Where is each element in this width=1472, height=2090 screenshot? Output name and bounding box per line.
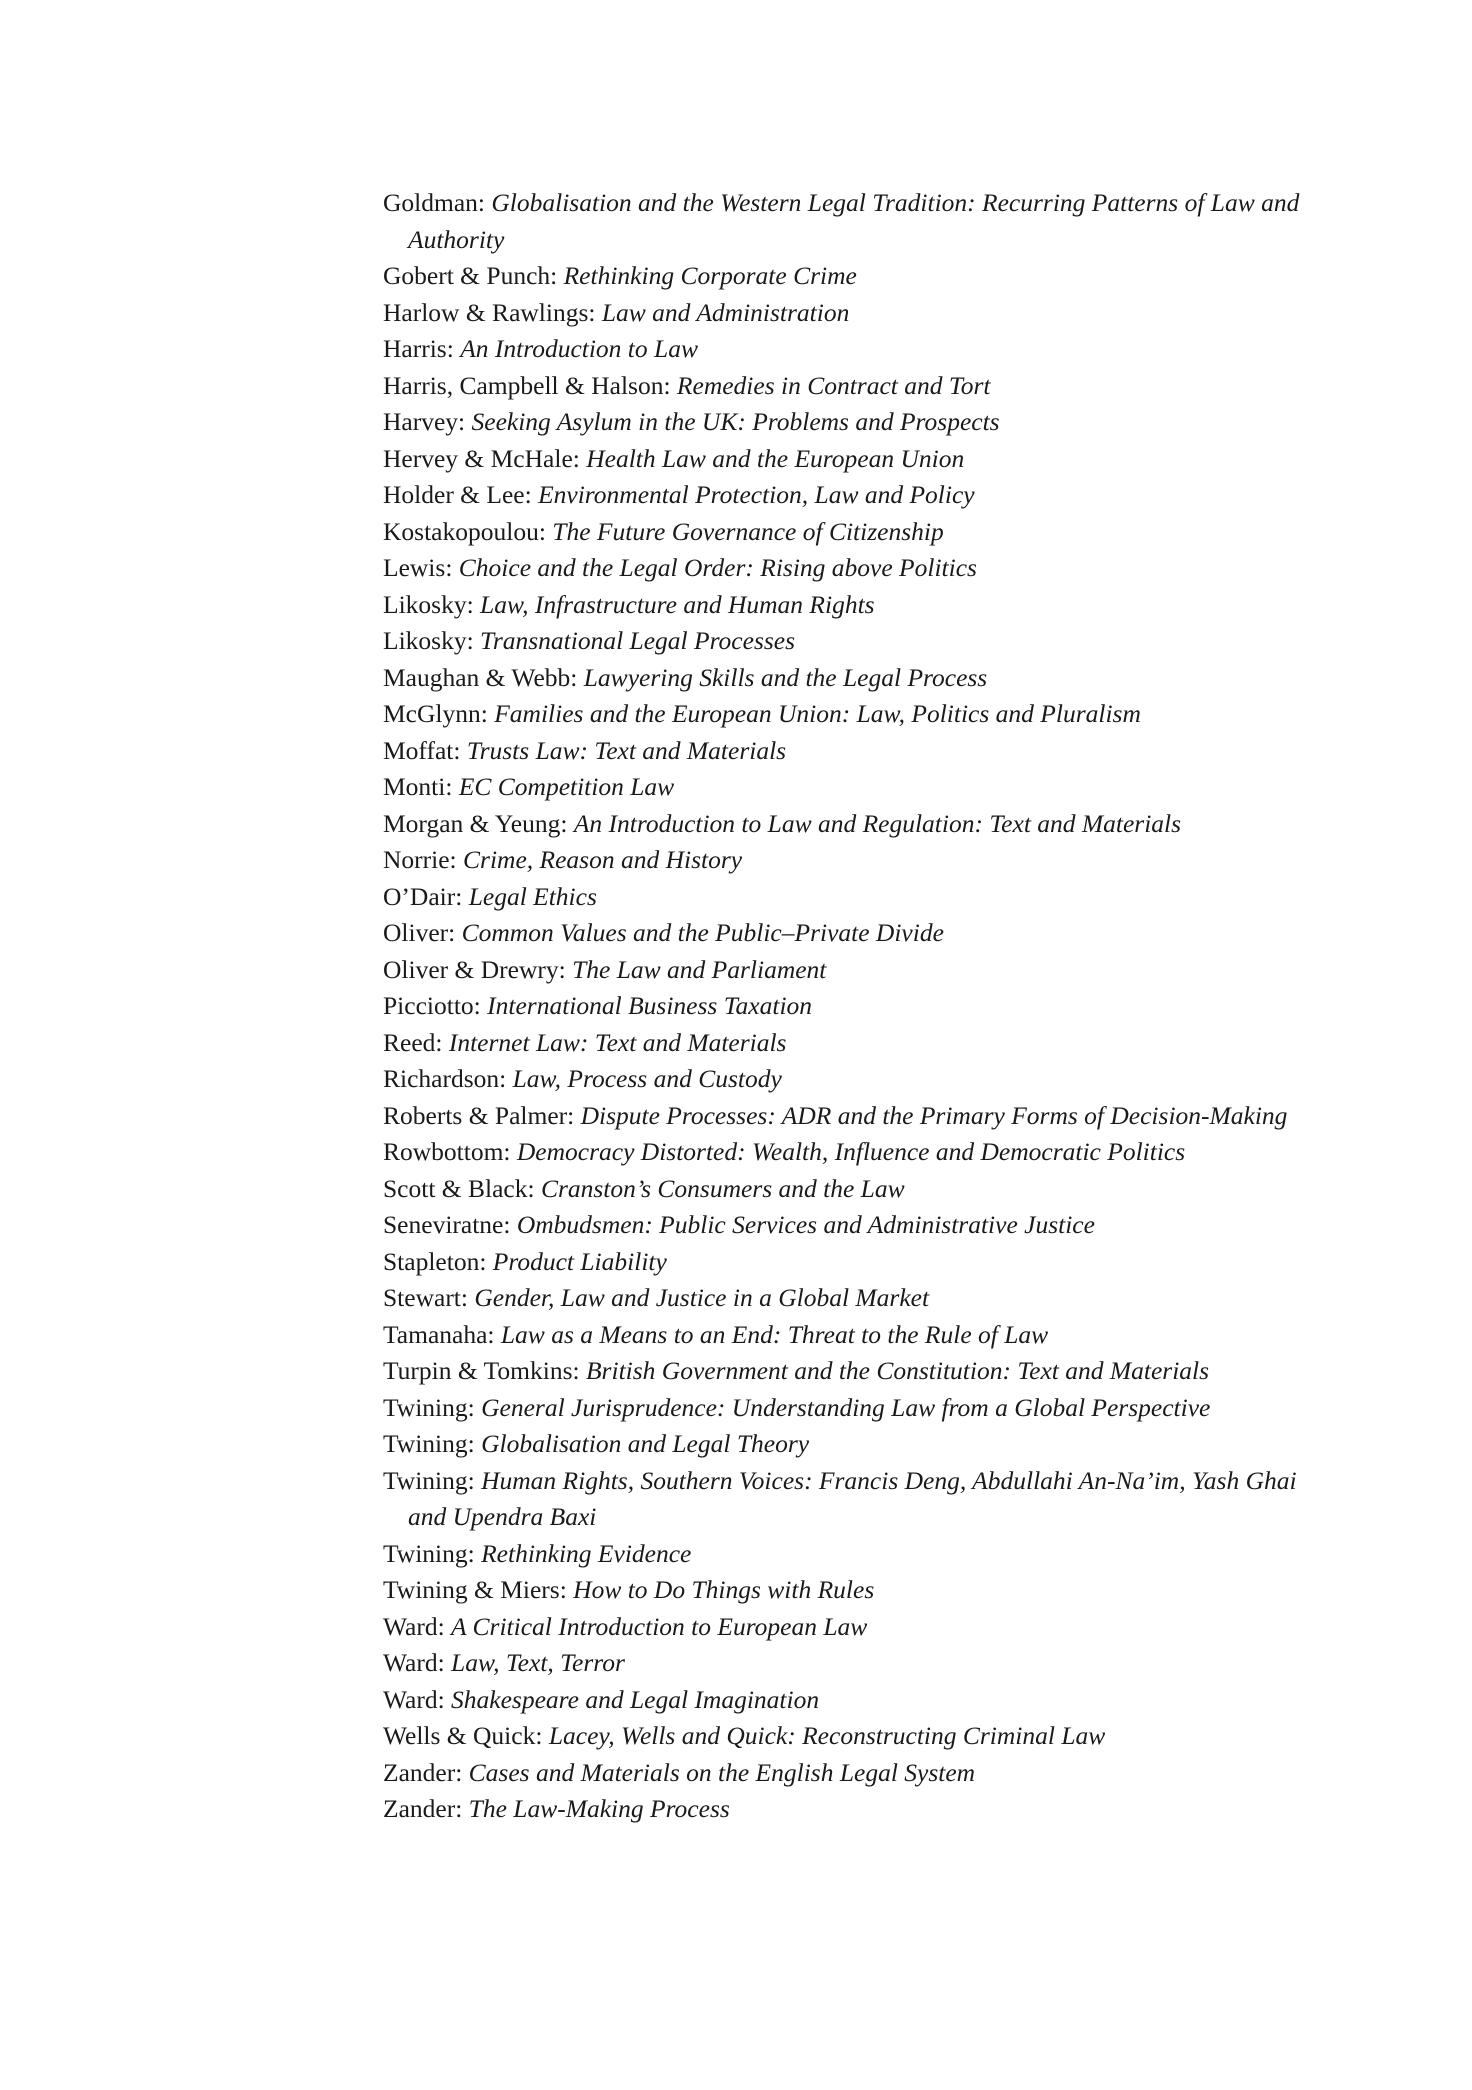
entry-author: Holder & Lee: <box>383 480 532 509</box>
entry-author: Norrie: <box>383 845 457 874</box>
entry-author: Oliver & Drewry: <box>383 954 566 984</box>
entry-author: Seneviratne: <box>383 1210 511 1239</box>
bibliography-entry <box>383 623 1333 660</box>
entry-author: Maughan & Webb: <box>383 662 578 692</box>
bibliography-entry <box>383 1171 1333 1208</box>
entry-author: Hervey & McHale: <box>383 443 580 473</box>
entry-title: Dispute Processes: ADR and the Primary Forms of Decision-Making <box>580 1100 1288 1130</box>
bibliography-entry <box>383 952 1333 989</box>
entry-title: Law as a Means to an End: Threat to the Rule of Law <box>500 1319 1049 1349</box>
bibliography-entry <box>383 1025 1333 1062</box>
entry-author: Harris, Campbell & Halson: <box>383 370 671 400</box>
bibliography-entry <box>383 1463 1333 1536</box>
entry-author: Zander: <box>383 1794 463 1823</box>
bibliography-entry <box>383 988 1333 1025</box>
bibliography-entry <box>383 733 1333 770</box>
entry-author: Tamanaha: <box>383 1319 495 1349</box>
entry-author: Moffat: <box>383 735 461 765</box>
bibliography-entry <box>383 1280 1333 1317</box>
entry-title: An Introduction to Law <box>460 334 698 363</box>
entry-title: Common Values and the Public–Private Divide <box>461 918 944 947</box>
bibliography-entry <box>383 185 1333 258</box>
entry-title: Shakespeare and Legal Imagination <box>451 1684 820 1714</box>
entry-title: Lawyering Skills and the Legal Process <box>583 662 988 692</box>
entry-title: Globalisation and the Western Legal Tradition: Recurring Patterns of Law and Authority <box>408 188 1300 254</box>
entry-author: Harris: <box>383 334 454 363</box>
entry-author: Rowbottom: <box>383 1137 511 1166</box>
bibliography-entry <box>383 368 1333 405</box>
bibliography-entry <box>383 660 1333 697</box>
bibliography-entry <box>383 1317 1333 1354</box>
entry-title: The Future Governance of Citizenship <box>552 516 944 546</box>
entry-title: International Business Taxation <box>487 991 813 1020</box>
entry-author: Goldman: <box>383 188 485 217</box>
entry-title: A Critical Introduction to European Law <box>451 1611 868 1641</box>
entry-author: Monti: <box>383 772 453 801</box>
entry-title: Remedies in Contract and Tort <box>676 370 991 400</box>
bibliography-entry <box>383 769 1333 806</box>
entry-title: Globalisation and Legal Theory <box>481 1429 810 1458</box>
entry-title: Democracy Distorted: Wealth, Influence and Democratic Politics <box>516 1137 1186 1166</box>
entry-author: Kostakopoulou: <box>383 516 546 546</box>
bibliography-entry <box>383 842 1333 879</box>
entry-title: Crime, Reason and History <box>463 845 743 874</box>
bibliography-entry <box>383 441 1333 478</box>
bibliography-entry <box>383 477 1333 514</box>
bibliography-entry <box>383 1390 1333 1427</box>
entry-author: Gobert & Punch: <box>383 261 558 290</box>
entry-title: Environmental Protection, Law and Policy <box>538 480 975 509</box>
entry-title: Families and the European Union: Law, Politics and Pluralism <box>494 699 1141 728</box>
bibliography-entry <box>383 1791 1333 1828</box>
bibliography-entry <box>383 879 1333 916</box>
entry-author: Ward: <box>383 1648 445 1677</box>
entry-title: Cranston’s Consumers and the Law <box>540 1173 905 1203</box>
entry-title: Law, Infrastructure and Human Rights <box>480 589 875 619</box>
entry-author: Harvey: <box>383 407 466 436</box>
bibliography-entry <box>383 587 1333 624</box>
entry-author: Roberts & Palmer: <box>383 1100 575 1130</box>
entry-author: Twining: <box>383 1465 475 1495</box>
entry-title: Ombudsmen: Public Services and Administrative Justice <box>516 1210 1095 1239</box>
bibliography-entry <box>383 1426 1333 1463</box>
entry-author: Twining: <box>383 1392 475 1422</box>
entry-title: General Jurisprudence: Understanding Law from a Global Perspective <box>481 1392 1211 1422</box>
entry-title: Lacey, Wells and Quick: Reconstructing Criminal Law <box>548 1721 1106 1750</box>
bibliography-entry <box>383 404 1333 441</box>
entry-title: Legal Ethics <box>468 881 597 911</box>
entry-author: Reed: <box>383 1027 443 1057</box>
bibliography-entry <box>383 1353 1333 1390</box>
entry-title: Law, Text, Terror <box>451 1648 625 1677</box>
bibliography-entry <box>383 1061 1333 1098</box>
entry-author: O’Dair: <box>383 881 463 911</box>
entry-author: Likosky: <box>383 589 474 619</box>
entry-author: Oliver: <box>383 918 456 947</box>
entry-title: Transnational Legal Processes <box>480 626 796 655</box>
entry-author: Morgan & Yeung: <box>383 808 568 838</box>
bibliography-entry <box>383 550 1333 587</box>
entry-author: Picciotto: <box>383 991 481 1020</box>
bibliography-entry <box>383 258 1333 295</box>
bibliography-entry <box>383 1244 1333 1281</box>
bibliography-entry <box>383 1098 1333 1135</box>
entry-title: Law and Administration <box>601 297 850 327</box>
entry-author: Zander: <box>383 1757 463 1787</box>
entry-title: Health Law and the European Union <box>586 443 965 473</box>
bibliography-entry <box>383 915 1333 952</box>
entry-title: Gender, Law and Justice in a Global Market <box>474 1283 930 1312</box>
entry-author: Twining & Miers: <box>383 1575 567 1604</box>
series-book-list <box>383 185 1333 1828</box>
entry-author: Ward: <box>383 1611 445 1641</box>
bibliography-entry <box>383 1755 1333 1792</box>
entry-title: British Government and the Constitution: Text and Materials <box>585 1356 1210 1385</box>
entry-title: Seeking Asylum in the UK: Problems and Prospects <box>471 407 1000 436</box>
entry-title: An Introduction to Law and Regulation: Text and Materials <box>573 808 1182 838</box>
bibliography-entry <box>383 1609 1333 1646</box>
entry-title: Rethinking Evidence <box>481 1538 692 1568</box>
entry-author: McGlynn: <box>383 699 488 728</box>
entry-author: Twining: <box>383 1538 475 1568</box>
bibliography-entry <box>383 1207 1333 1244</box>
entry-author: Stapleton: <box>383 1246 487 1276</box>
entry-author: Wells & Quick: <box>383 1721 543 1750</box>
entry-title: Product Liability <box>492 1246 667 1276</box>
entry-title: Law, Process and Custody <box>512 1064 782 1093</box>
entry-author: Harlow & Rawlings: <box>383 297 596 327</box>
bibliography-entry <box>383 806 1333 843</box>
entry-author: Likosky: <box>383 626 474 655</box>
entry-title: Rethinking Corporate Crime <box>563 261 857 290</box>
bibliography-entry <box>383 295 1333 332</box>
entry-title: Human Rights, Southern Voices: Francis Deng, Abdullahi An-Na’im, Yash Ghai and Upendra Baxi <box>408 1465 1297 1531</box>
bibliography-entry <box>383 514 1333 551</box>
bibliography-entry <box>383 1645 1333 1682</box>
entry-author: Stewart: <box>383 1283 468 1312</box>
entry-author: Turpin & Tomkins: <box>383 1356 580 1385</box>
bibliography-entry <box>383 1718 1333 1755</box>
entry-title: Trusts Law: Text and Materials <box>466 735 787 765</box>
bibliography-entry <box>383 1572 1333 1609</box>
bibliography-entry <box>383 696 1333 733</box>
entry-title: EC Competition Law <box>458 772 675 801</box>
bibliography-entry <box>383 1682 1333 1719</box>
entry-title: How to Do Things with Rules <box>573 1575 875 1604</box>
bibliography-entry <box>383 1536 1333 1573</box>
entry-title: The Law-Making Process <box>468 1794 730 1823</box>
entry-title: Cases and Materials on the English Legal System <box>468 1757 976 1787</box>
entry-author: Twining: <box>383 1429 475 1458</box>
entry-author: Lewis: <box>383 553 453 582</box>
entry-author: Ward: <box>383 1684 445 1714</box>
bibliography-entry <box>383 1134 1333 1171</box>
entry-title: Internet Law: Text and Materials <box>448 1027 787 1057</box>
bibliography-entry <box>383 331 1333 368</box>
entry-title: The Law and Parliament <box>572 954 827 984</box>
entry-author: Scott & Black: <box>383 1173 535 1203</box>
entry-author: Richardson: <box>383 1064 507 1093</box>
entry-title: Choice and the Legal Order: Rising above Politics <box>458 553 977 582</box>
